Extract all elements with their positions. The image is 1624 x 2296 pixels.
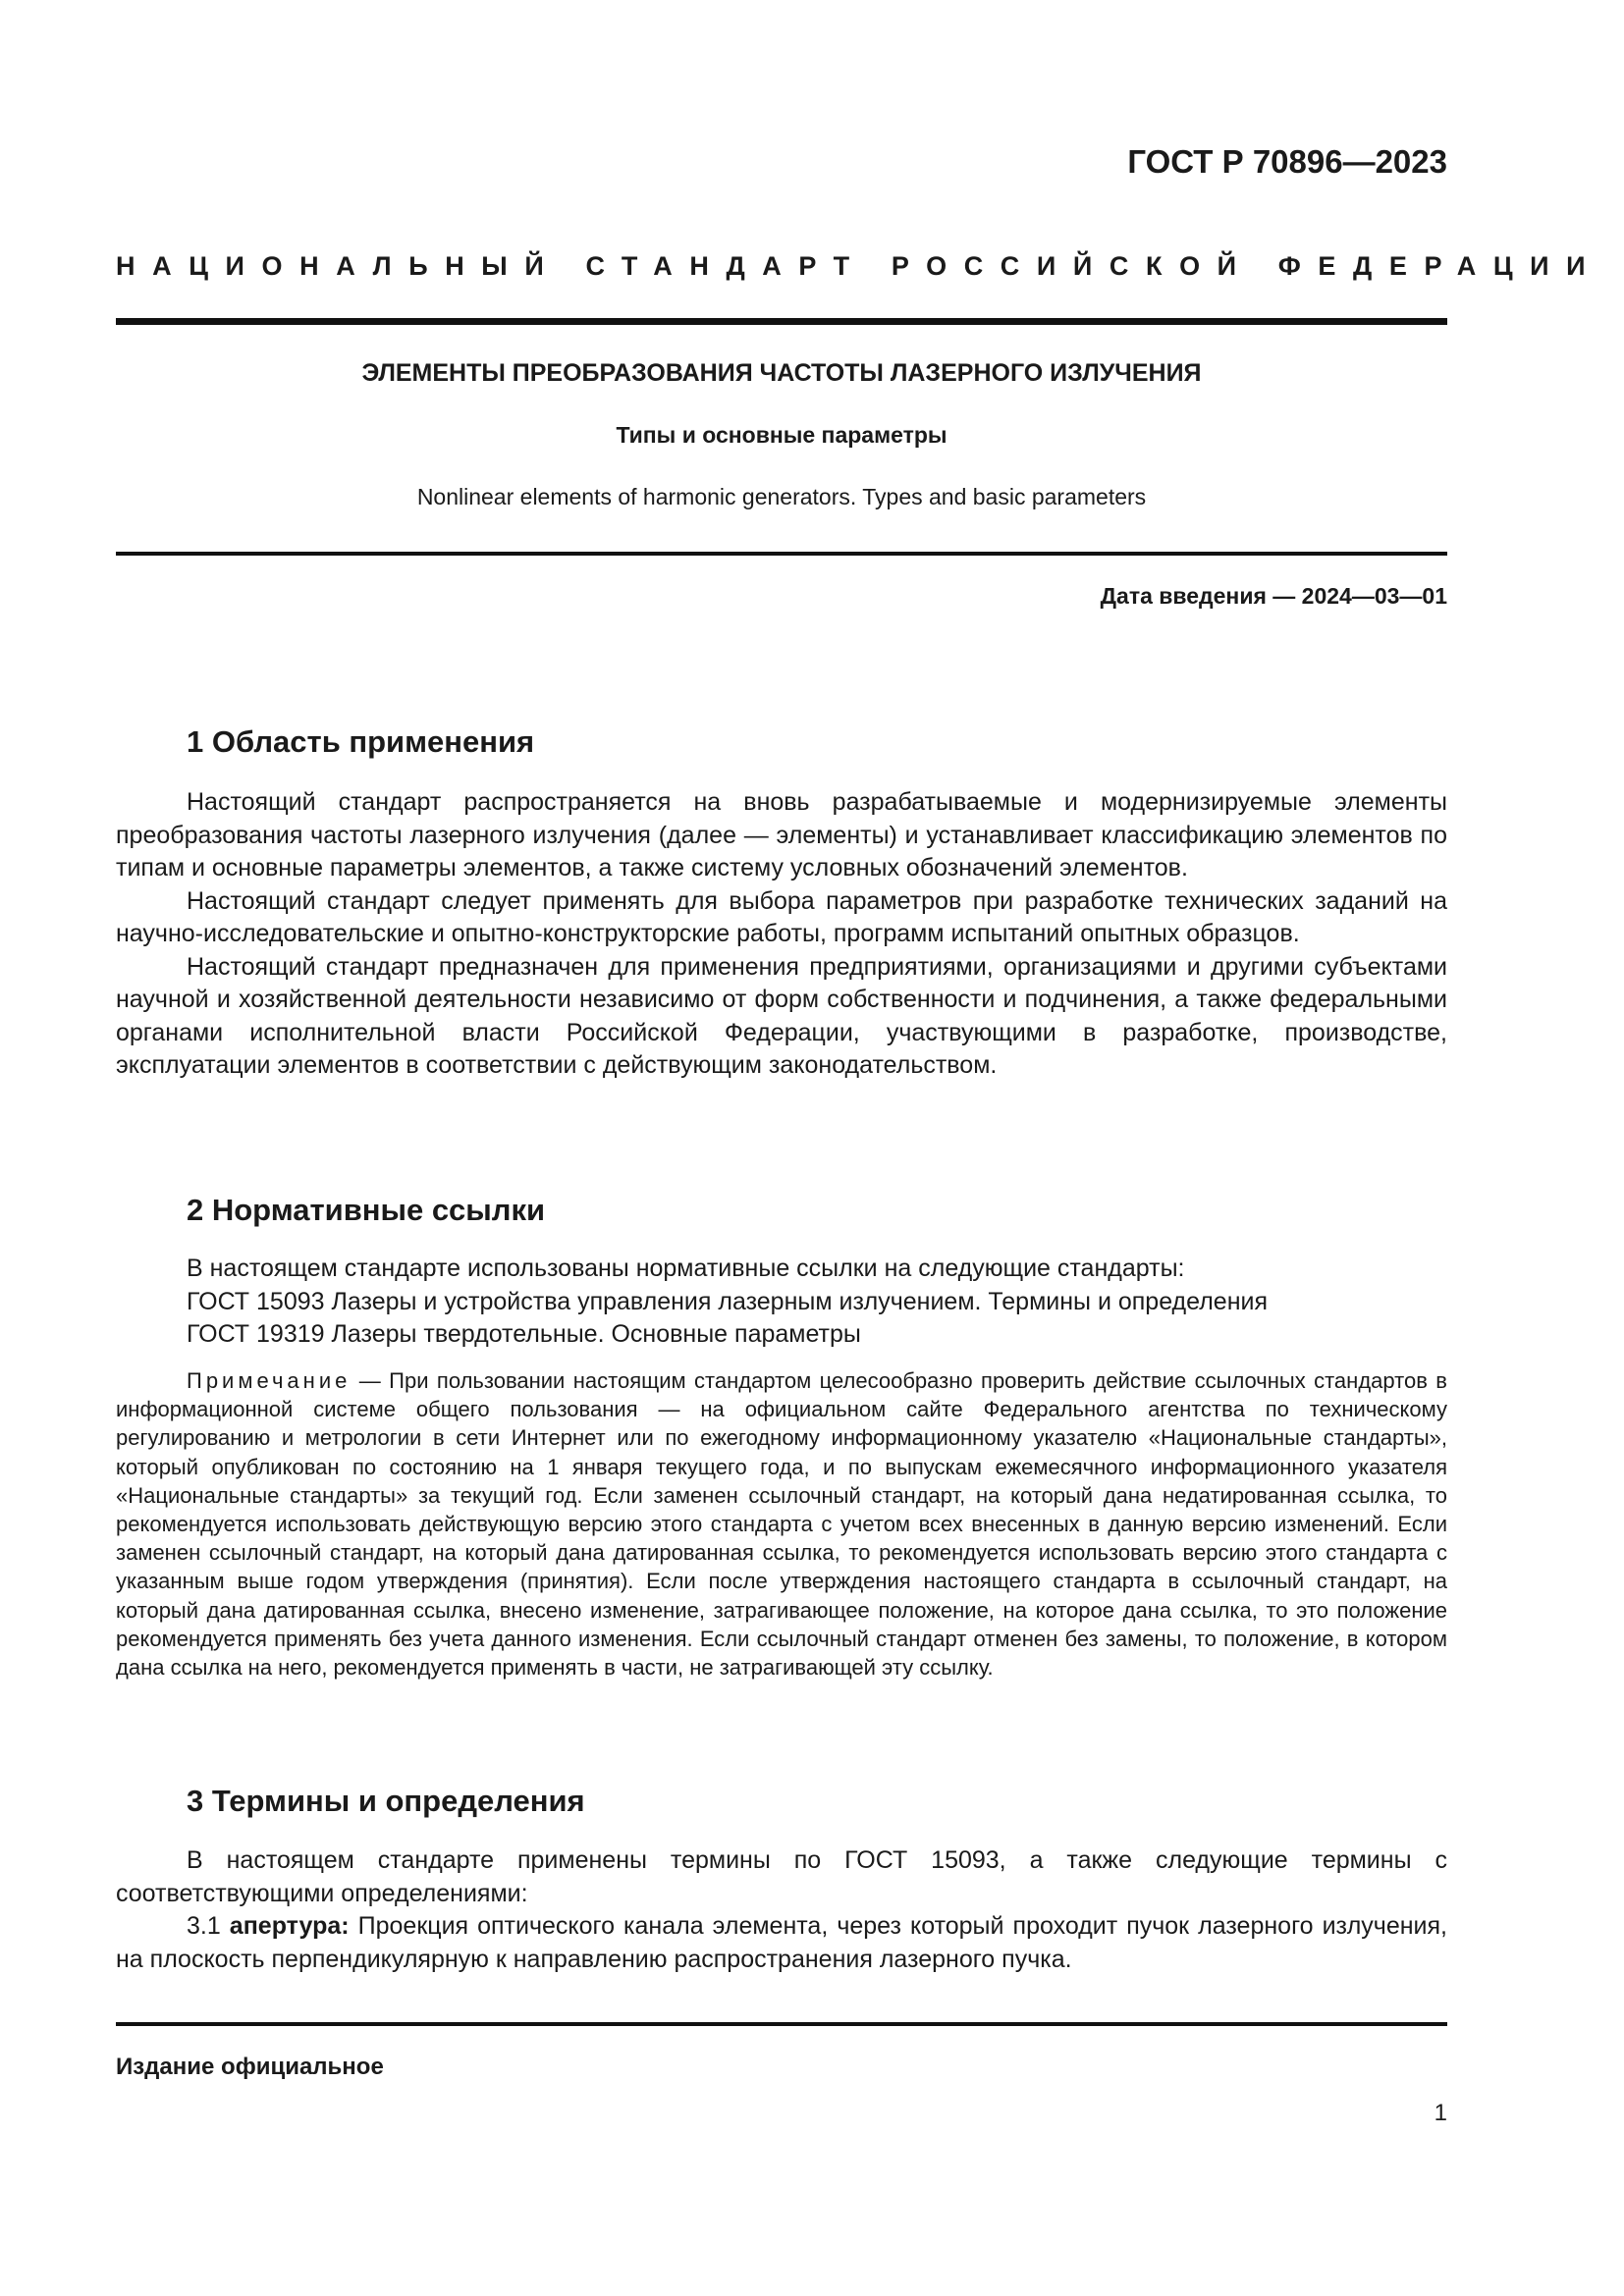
references-intro: В настоящем стандарте использованы нормативные ссылки на следующие стандарты: <box>187 1255 1185 1282</box>
term-definition <box>116 1910 1447 1976</box>
term-name: апертура: <box>229 1912 350 1940</box>
page-number: 1 <box>1434 2100 1447 2126</box>
section-scope-body <box>116 786 1447 1083</box>
note-text: — При пользовании настоящим стандартом целесообразно проверить действие ссылочных стандартов в информационной системе общего пользования — на официальном сайте Федерального агентства по техническому регулированию и метрологии в сети Интернет или по ежегодному информационному указателю «Национальные стандарты», который опубликован по состоянию на 1 января текущего года, и по выпускам ежемесячного информационного указателя «Национальные стандарты» за текущий год. Если заменен ссылочный стандарт, на который дана недатированная ссылка, то рекомендуется использовать действующую версию этого стандарта с учетом всех внесенных в данную версию изменений. Если заменен ссылочный стандарт, на который дана датированная ссылка, то рекомендуется использовать версию этого стандарта с указанным выше годом утверждения (принятия). Если после утверждения настоящего стандарта в ссылочный стандарт, на который дана датированная ссылка, внесено изменение, затрагивающее положение, на которое дана ссылка, то это положение рекомендуется применять без учета данного изменения. Если ссылочный стандарт отменен без замены, то положение, в котором дана ссылка на него, рекомендуется применять в части, не затрагивающей эту ссылку. <box>116 1368 1447 1681</box>
document-title: ЭЛЕМЕНТЫ ПРЕОБРАЗОВАНИЯ ЧАСТОТЫ ЛАЗЕРНОГО ИЗЛУЧЕНИЯ <box>361 359 1202 387</box>
paragraph: Настоящий стандарт распространяется на вновь разрабатываемые и модернизируемые элементы преобразования частоты лазерного излучения (далее — элементы) и устанавливает классификацию элементов по типам и основные параметры элементов, а также систему условных обозначений элементов. <box>116 788 1447 881</box>
term-number: 3.1 <box>187 1912 230 1940</box>
section-heading-scope: 1 Область применения <box>187 724 535 759</box>
edition-label: Издание официальное <box>116 2054 384 2080</box>
header-divider <box>116 318 1447 325</box>
introduction-date: Дата введения — 2024—03—01 <box>1100 583 1447 609</box>
title-divider <box>116 552 1447 556</box>
reference-item: ГОСТ 19319 Лазеры твердотельные. Основные параметры <box>187 1320 861 1348</box>
national-standard-banner: НАЦИОНАЛЬНЫЙ СТАНДАРТ РОССИЙСКОЙ ФЕДЕРАЦИИ <box>116 251 1603 281</box>
section-heading-normative-references: 2 Нормативные ссылки <box>187 1193 546 1227</box>
document-english-title: Nonlinear elements of harmonic generators. Types and basic parameters <box>416 484 1147 509</box>
standard-number: ГОСТ Р 70896—2023 <box>1127 143 1447 180</box>
paragraph: В настоящем стандарте применены термины по ГОСТ 15093, а также следующие термины с соответствующими определениями: <box>116 1846 1447 1907</box>
paragraph: Настоящий стандарт предназначен для применения предприятиями, организациями и другими субъектами научной и хозяйственной деятельности независимо от форм собственности и подчинения, а также федеральными органами исполнительной власти Российской Федерации, участвующими в разработке, производстве, эксплуатации элементов в соответствии с действующим законодательством. <box>116 952 1447 1079</box>
document-subtitle: Типы и основные параметры <box>616 422 947 448</box>
paragraph: Настоящий стандарт следует применять для выбора параметров при разработке технических заданий на научно-исследовательские и опытно-конструкторские работы, программ испытаний опытных образцов. <box>116 886 1447 947</box>
term-text: Проекция оптического канала элемента, через который проходит пучок лазерного излучения, на плоскость перпендикулярную к направлению распространения лазерного пучка. <box>116 1912 1447 1973</box>
note-label: Примечание <box>187 1368 352 1393</box>
references-list <box>187 1253 1463 1352</box>
footer-divider <box>116 2022 1447 2026</box>
references-note <box>116 1366 1447 1682</box>
reference-item: ГОСТ 15093 Лазеры и устройства управления лазерным излучением. Термины и определения <box>187 1287 1269 1315</box>
section-heading-terms: 3 Термины и определения <box>187 1784 585 1818</box>
section-terms-body <box>116 1844 1447 1976</box>
